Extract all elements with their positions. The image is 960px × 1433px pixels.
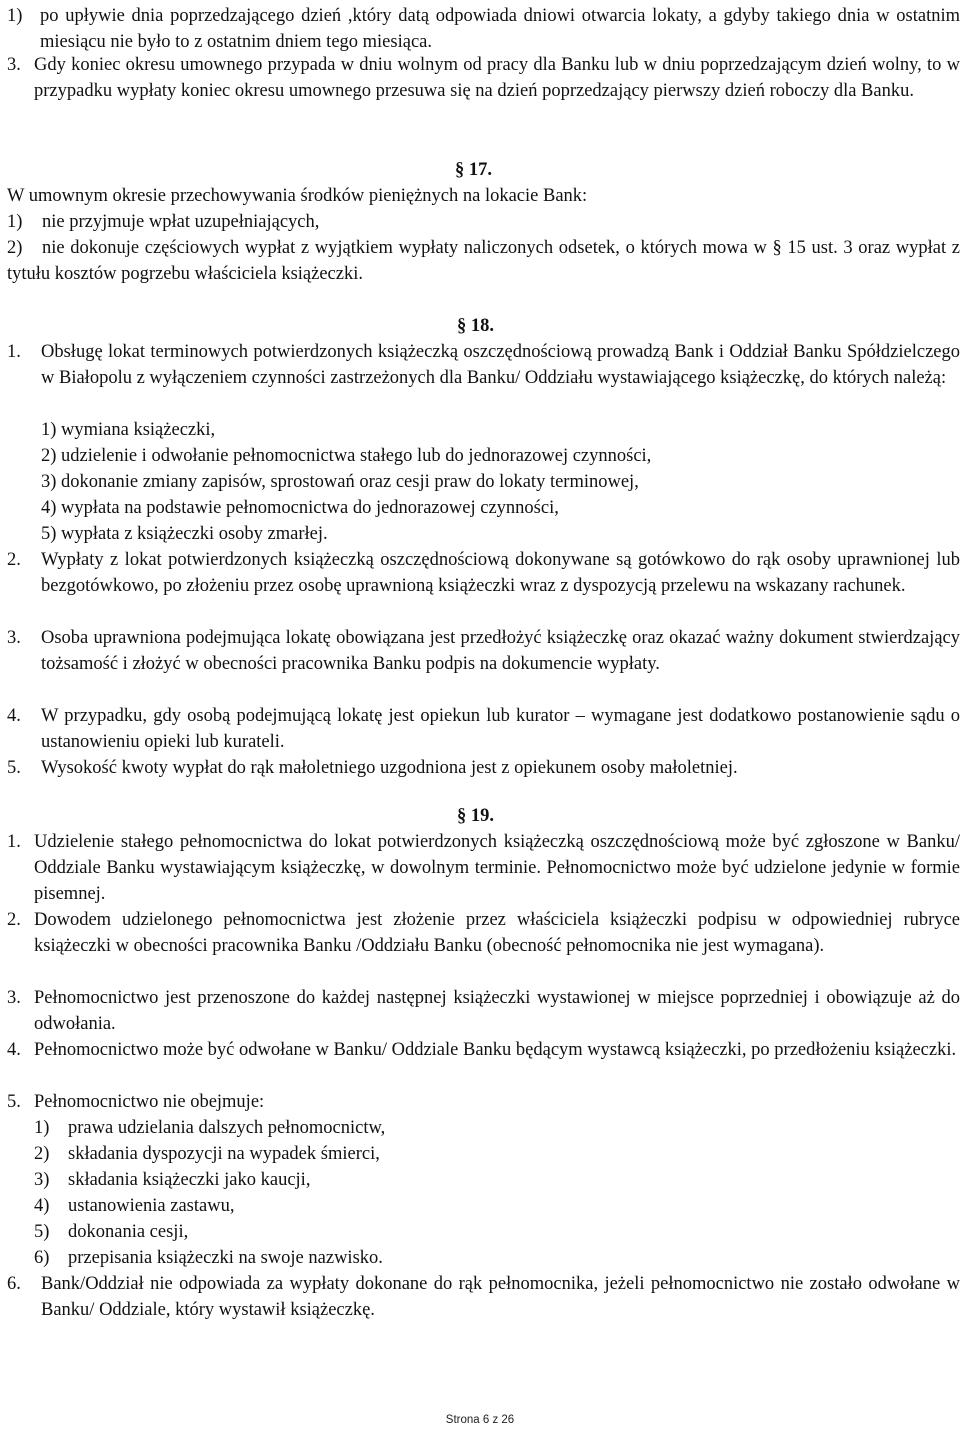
paragraph-text: Wypłaty z lokat potwierdzonych książeczką oszczędnościową dokonywane są gotówkowo do rąk osoby uprawnionej lub bezgotówkowo, po złożeniu przez osobę uprawnioną książeczki wraz z dyspozycją przelewu na wskazany rachunek. <box>41 550 960 596</box>
paragraph-text: W przypadku, gdy osobą podejmującą lokatę jest opiekun lub kurator – wymagane jest dodatkowo postanowienie sądu o ustanowieniu opieki lub kurateli. <box>41 706 960 752</box>
paragraph <box>7 547 960 599</box>
item-text: ustanowienia zastawu, <box>68 1196 235 1216</box>
section-heading: § 17. <box>455 160 492 180</box>
paragraph-text: Pełnomocnictwo jest przenoszone do każdej następnej książeczki wystawionej w miejsce poprzedniej i obowiązuje aż do odwołania. <box>34 988 960 1034</box>
section-heading: § 19. <box>457 806 494 826</box>
list-item: 5) wypłata z książeczki osoby zmarłej. <box>41 524 328 544</box>
item-text: przepisania książeczki na swoje nazwisko. <box>68 1248 383 1268</box>
item-text: dokonania cesji, <box>68 1222 189 1242</box>
paragraph-text: Bank/Oddział nie odpowiada za wypłaty dokonane do rąk pełnomocnika, jeżeli pełnomocnictwo nie zostało odwołane w Banku/ Oddziale, który wystawił książeczkę. <box>41 1274 960 1320</box>
item-text: nie dokonuje częściowych wypłat z wyjątkiem wypłaty naliczonych odsetek, o których mowa w § 15 ust. 3 oraz wypłat z tytułu kosztów pogrzebu właściciela książeczki. <box>7 238 960 284</box>
item-number: 2) <box>34 1144 50 1164</box>
list-item <box>34 1141 960 1167</box>
list-item <box>7 209 960 235</box>
paragraph-text: Udzielenie stałego pełnomocnictwa do lokat potwierdzonych książeczką oszczędnościową może być zgłoszone w Banku/ Oddziale Banku wystawiającym książeczkę, w dowolnym terminie. Pełnomocnictwo może być udzielone jedynie w formie pisemnej. <box>34 832 960 904</box>
paragraph-number: 5. <box>7 1092 21 1112</box>
item-number: 1) <box>7 6 23 26</box>
paragraph <box>7 1037 960 1063</box>
paragraph-text: Wysokość kwoty wypłat do rąk małoletniego uzgodniona jest z opiekunem osoby małoletniej. <box>41 758 738 778</box>
paragraph-number: 1. <box>7 832 21 852</box>
item-number: 4) <box>34 1196 50 1216</box>
paragraph-text: Dowodem udzielonego pełnomocnictwa jest złożenie przez właściciela książeczki podpisu w odpowiedniej rubryce książeczki w obecności pracownika Banku /Oddziału Banku (obecność pełnomocnika nie jest wymagana). <box>34 910 960 956</box>
paragraph-number: 3. <box>7 628 21 648</box>
item-text: po upływie dnia poprzedzającego dzień ,który datą odpowiada dniowi otwarcia lokaty, a gdyby takiego dnia w ostatnim miesiącu nie było to z ostatnim dniem tego miesiąca. <box>40 6 960 52</box>
item-number: 3) <box>34 1170 50 1190</box>
paragraph-number: 4. <box>7 1040 21 1060</box>
list-item <box>34 1167 960 1193</box>
paragraph <box>7 755 960 781</box>
paragraph-number: 4. <box>7 706 21 726</box>
list-item: 1) wymiana książeczki, <box>41 420 216 440</box>
item-text: składania książeczki jako kaucji, <box>68 1170 311 1190</box>
list-item <box>34 1115 960 1141</box>
paragraph <box>7 1089 960 1115</box>
paragraph-text: Obsługę lokat terminowych potwierdzonych książeczką oszczędnościową prowadzą Bank i Oddział Banku Spółdzielczego w Białopolu z wyłączeniem czynności zastrzeżonych dla Banku/ Oddziału wystawiającego książeczkę, do których należą: <box>41 342 960 388</box>
item-number: 5) <box>34 1222 50 1242</box>
item-text: prawa udzielania dalszych pełnomocnictw, <box>68 1118 386 1138</box>
item-text: składania dyspozycji na wypadek śmierci, <box>68 1144 380 1164</box>
item-number: 1) <box>34 1118 50 1138</box>
paragraph-number: 3. <box>7 988 21 1008</box>
paragraph <box>7 907 960 959</box>
paragraph-number: 2. <box>7 910 21 930</box>
section-intro: W umownym okresie przechowywania środków pieniężnych na lokacie Bank: <box>7 186 588 206</box>
paragraph-number: 6. <box>7 1274 21 1294</box>
paragraph-text: Gdy koniec okresu umownego przypada w dniu wolnym od pracy dla Banku lub w dniu poprzedzającym dzień wolny, to w przypadku wypłaty koniec okresu umownego przesuwa się na dzień poprzedzający pierwszy dzień roboczy dla Banku. <box>34 55 960 101</box>
paragraph-text: Pełnomocnictwo nie obejmuje: <box>34 1092 265 1112</box>
section-heading: § 18. <box>457 316 494 336</box>
list-item: 3) dokonanie zmiany zapisów, sprostowań oraz cesji praw do lokaty terminowej, <box>41 472 639 492</box>
paragraph-text: Pełnomocnictwo może być odwołane w Banku/ Oddziale Banku będącym wystawcą książeczki, po przedłożeniu książeczki. <box>34 1040 957 1060</box>
paragraph-number: 1. <box>7 342 21 362</box>
list-item <box>34 1219 960 1245</box>
paragraph <box>7 625 960 677</box>
paragraph <box>7 703 960 755</box>
paragraph <box>7 52 960 104</box>
list-item: 2) udzielenie i odwołanie pełnomocnictwa stałego lub do jednorazowej czynności, <box>41 446 652 466</box>
item-number: 2) <box>7 238 23 258</box>
paragraph <box>7 829 960 907</box>
list-item <box>7 3 960 55</box>
sub-list <box>34 1115 960 1271</box>
paragraph-number: 5. <box>7 758 21 778</box>
list-item <box>34 1245 960 1271</box>
paragraph-number: 3. <box>7 55 21 75</box>
list-item: 4) wypłata na podstawie pełnomocnictwa do jednorazowej czynności, <box>41 498 559 518</box>
paragraph <box>7 1271 960 1323</box>
item-number: 1) <box>7 212 23 232</box>
list-item <box>7 235 960 287</box>
sub-list <box>41 417 960 547</box>
list-item <box>34 1193 960 1219</box>
item-number: 6) <box>34 1248 50 1268</box>
paragraph-number: 2. <box>7 550 21 570</box>
page-footer: Strona 6 z 26 <box>445 1414 515 1426</box>
item-text: nie przyjmuje wpłat uzupełniających, <box>42 212 320 232</box>
paragraph <box>7 339 960 391</box>
paragraph <box>7 985 960 1037</box>
paragraph-text: Osoba uprawniona podejmująca lokatę obowiązana jest przedłożyć książeczkę oraz okazać ważny dokument stwierdzający tożsamość i złożyć w obecności pracownika Banku podpis na dokumencie wypłaty. <box>41 628 960 674</box>
